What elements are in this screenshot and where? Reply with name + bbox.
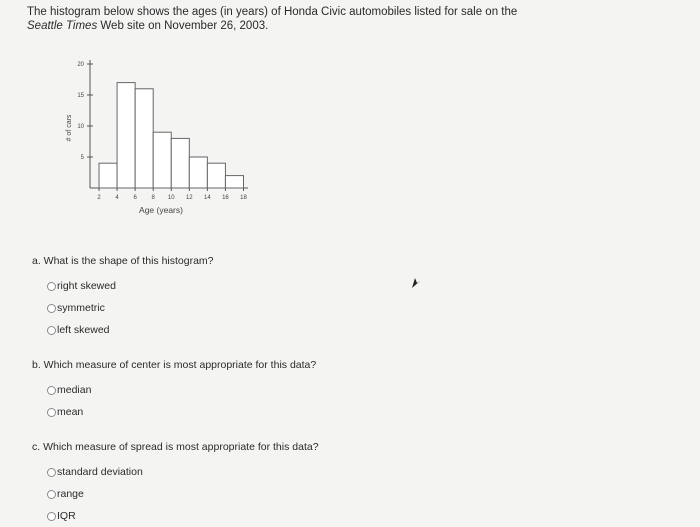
option-symmetric[interactable] bbox=[47, 297, 214, 319]
question-shape bbox=[32, 255, 214, 341]
x-tick-label: 6 bbox=[133, 195, 137, 201]
question-shape-text: a. What is the shape of this histogram? bbox=[32, 255, 214, 267]
option-iqr[interactable] bbox=[47, 505, 319, 527]
option-label: mean bbox=[57, 406, 84, 418]
question-center-text: b. Which measure of center is most appropriate for this data? bbox=[32, 359, 317, 371]
x-axis-label: Age (years) bbox=[139, 205, 183, 215]
y-axis-label: # of cars bbox=[66, 114, 73, 142]
radio-circle-icon[interactable] bbox=[47, 468, 56, 477]
x-tick-label: 8 bbox=[151, 195, 155, 201]
x-tick-label: 2 bbox=[97, 195, 101, 201]
histogram-bar bbox=[207, 163, 225, 188]
y-tick-label: 5 bbox=[80, 155, 84, 161]
y-tick-label: 15 bbox=[77, 93, 84, 99]
option-mean[interactable] bbox=[47, 401, 316, 423]
option-label: median bbox=[57, 384, 92, 396]
x-tick-label: 10 bbox=[167, 195, 175, 201]
option-median[interactable] bbox=[47, 379, 316, 401]
option-range[interactable] bbox=[47, 483, 319, 505]
radio-circle-icon[interactable] bbox=[47, 282, 56, 291]
histogram-bar bbox=[117, 83, 135, 188]
option-standard-deviation[interactable] bbox=[47, 461, 319, 483]
x-tick-label: 12 bbox=[185, 195, 193, 201]
option-label: standard deviation bbox=[57, 466, 143, 478]
option-right-skewed[interactable] bbox=[47, 275, 214, 297]
y-tick-label: 10 bbox=[77, 124, 84, 130]
histogram-bar bbox=[153, 132, 171, 188]
question-spread bbox=[32, 441, 319, 527]
intro-text bbox=[27, 5, 547, 33]
question-spread-text: c. Which measure of spread is most appropriate for this data? bbox=[32, 441, 319, 453]
histogram-bar bbox=[135, 89, 153, 188]
option-label: range bbox=[57, 488, 84, 500]
radio-circle-icon[interactable] bbox=[47, 408, 56, 417]
radio-circle-icon[interactable] bbox=[47, 326, 56, 335]
histogram-chart bbox=[55, 44, 265, 219]
histogram-bar bbox=[99, 163, 117, 188]
intro-text-after: Web site on November 26, 2003. bbox=[100, 20, 269, 32]
option-label: left skewed bbox=[57, 324, 110, 336]
x-tick-label: 18 bbox=[240, 195, 247, 201]
question-center bbox=[32, 359, 316, 423]
radio-circle-icon[interactable] bbox=[47, 490, 56, 499]
histogram-bar bbox=[171, 138, 189, 188]
histogram-bar bbox=[225, 176, 243, 188]
option-label: right skewed bbox=[57, 280, 116, 292]
x-tick-label: 4 bbox=[115, 195, 119, 201]
radio-circle-icon[interactable] bbox=[47, 512, 56, 521]
option-label: symmetric bbox=[57, 302, 105, 314]
option-label: IQR bbox=[57, 510, 76, 522]
mouse-cursor-icon bbox=[411, 277, 421, 289]
x-tick-label: 14 bbox=[204, 195, 211, 201]
histogram-bar bbox=[189, 157, 207, 188]
y-tick-label: 20 bbox=[77, 62, 84, 68]
radio-circle-icon[interactable] bbox=[47, 386, 56, 395]
intro-text-before: The histogram below shows the ages (in years) of Honda Civic automobiles listed for sale on the bbox=[27, 6, 518, 18]
radio-circle-icon[interactable] bbox=[47, 304, 56, 313]
intro-source: Seattle Times bbox=[27, 20, 98, 32]
option-left-skewed[interactable] bbox=[47, 319, 214, 341]
x-tick-label: 16 bbox=[222, 195, 229, 201]
